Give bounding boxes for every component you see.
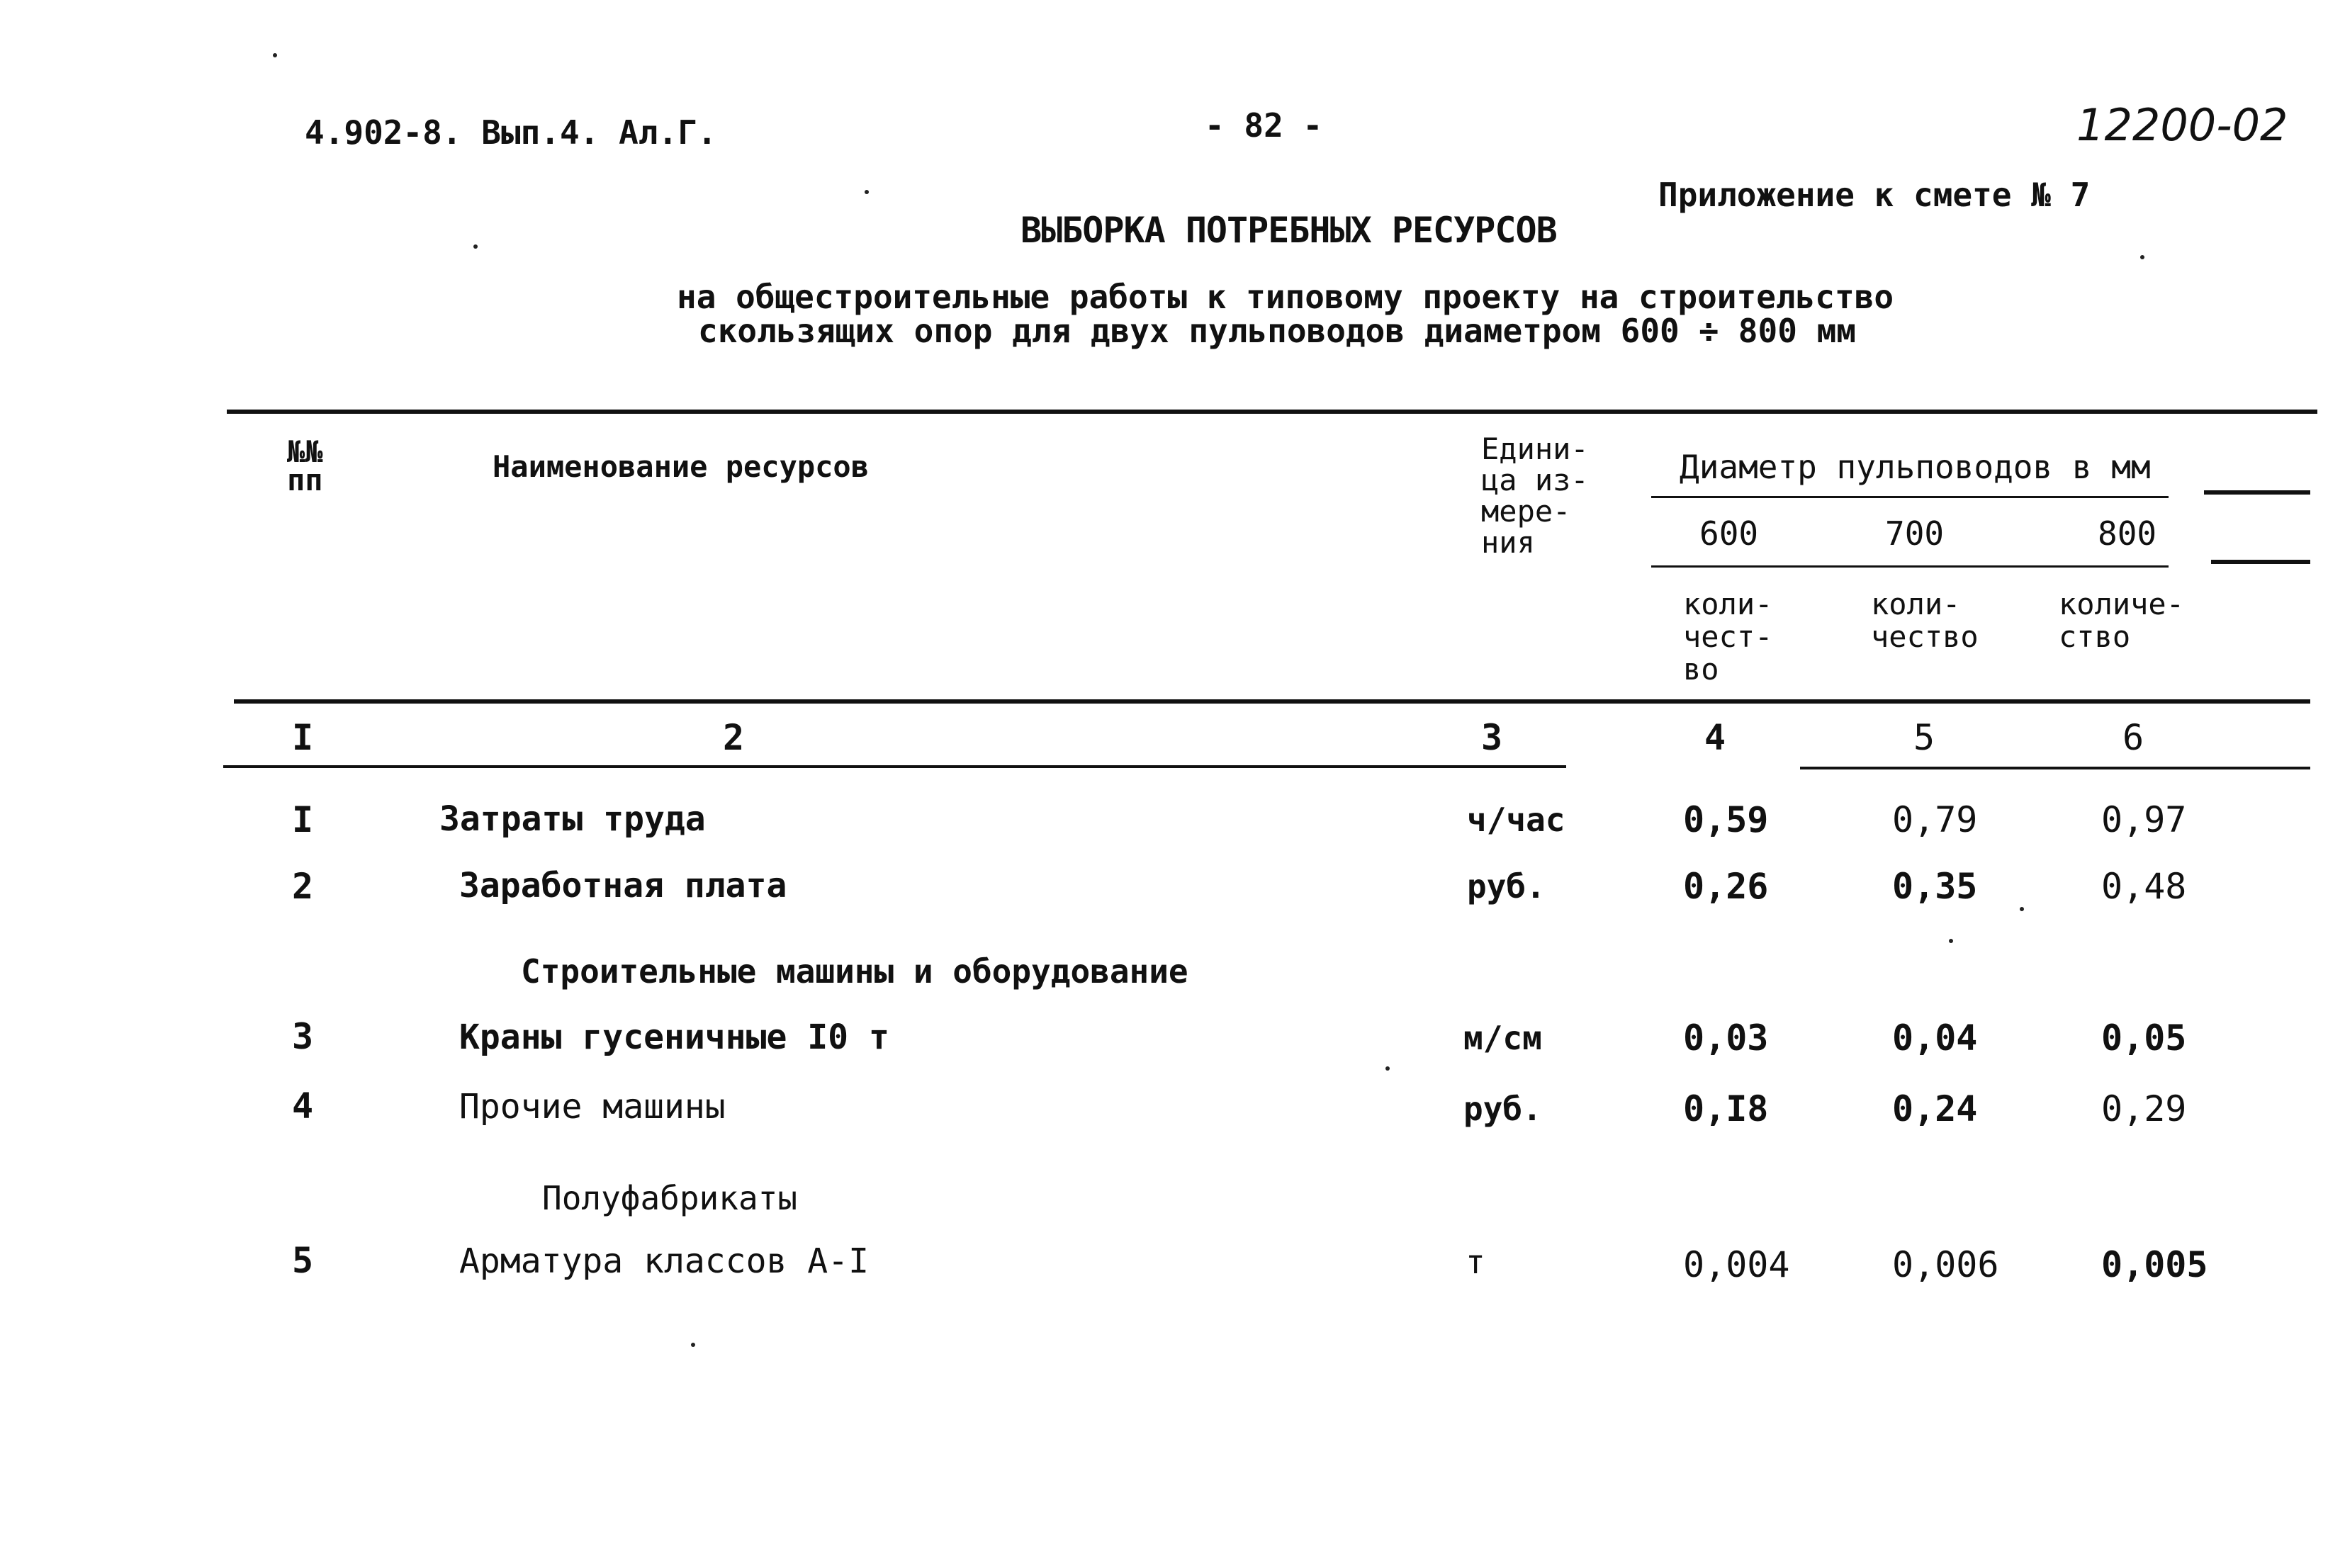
page-title: ВЫБОРКА ПОТРЕБНЫХ РЕСУРСОВ [1020, 210, 1557, 251]
qty-700: 0,04 [1892, 1017, 1978, 1059]
qty-700: 0,006 [1892, 1244, 1999, 1285]
qty-800: 0,005 [2101, 1244, 2208, 1285]
scan-speck [2140, 255, 2144, 259]
qty-600: 0,03 [1683, 1017, 1769, 1059]
col-number-1: I [292, 717, 314, 758]
unit: ч/час [1467, 801, 1565, 839]
qty-600: 0,I8 [1683, 1088, 1769, 1129]
doc-code: 4.902-8. Вып.4. Ал.Г. [305, 113, 717, 152]
qty-600: 0,59 [1683, 799, 1769, 840]
scan-speck [691, 1343, 695, 1347]
section-heading-machines: Строительные машины и оборудование [521, 952, 1188, 991]
unit: руб. [1467, 867, 1546, 906]
qty-800: 0,97 [2101, 799, 2187, 840]
qty-800: 0,48 [2101, 866, 2187, 907]
diameter-600-header: 600 [1699, 514, 1759, 553]
row-number: 2 [292, 866, 314, 907]
qty-700-header: коли- чество [1871, 587, 1979, 654]
col-name-header: Наименование ресурсов [493, 449, 870, 484]
scan-speck [865, 190, 869, 194]
sheet-number: 12200-02 [2076, 99, 2288, 151]
resource-name: Арматура классов А-I [459, 1241, 869, 1281]
qty-700: 0,79 [1892, 799, 1978, 840]
col-number-3: 3 [1481, 717, 1503, 758]
col-number-2: 2 [723, 717, 745, 758]
resource-name: Краны гусеничные I0 т [459, 1017, 889, 1057]
resource-name: Заработная плата [459, 866, 787, 906]
col-number-6: 6 [2122, 717, 2144, 758]
header-bottom-rule [234, 699, 2310, 704]
diameter-800-header: 800 [2098, 514, 2157, 553]
diameter-700-header: 700 [1885, 514, 1945, 553]
diameter-group-rule-tail [2204, 490, 2310, 495]
row-number: 3 [292, 1016, 314, 1057]
diameter-values-rule [1651, 565, 2169, 568]
scan-speck [2020, 907, 2024, 911]
qty-800-header: количе- ство [2059, 587, 2185, 654]
scan-speck [1949, 939, 1953, 943]
subtitle-line-1: на общестроительные работы к типовому проекту на строительство [677, 278, 1894, 316]
unit: м/см [1463, 1019, 1542, 1057]
qty-800: 0,29 [2101, 1088, 2187, 1129]
row-number: I [292, 799, 314, 840]
col-no-header: №№ пп [287, 434, 323, 497]
scan-speck [473, 244, 478, 249]
diameter-group-header: Диаметр пульповодов в мм [1680, 448, 2151, 486]
col-numbers-rule-mid [758, 765, 1566, 768]
scan-speck [1385, 1066, 1390, 1071]
qty-800: 0,05 [2101, 1017, 2187, 1059]
qty-600: 0,26 [1683, 866, 1769, 907]
col-numbers-rule-right [1800, 767, 2310, 769]
subtitle-line-2: скользящих опор для двух пульповодов диаметром 600 ÷ 800 мм [698, 312, 1856, 350]
col-unit-header: Едини- ца из- мере- ния [1481, 432, 1589, 560]
qty-700: 0,35 [1892, 866, 1978, 907]
scan-speck [273, 53, 277, 57]
table-top-rule [227, 410, 2317, 414]
resource-name: Прочие машины [459, 1087, 726, 1127]
col-number-4: 4 [1704, 717, 1726, 758]
qty-700: 0,24 [1892, 1088, 1978, 1129]
unit: руб. [1463, 1090, 1542, 1128]
section-heading-semi-finished: Полуфабрикаты [542, 1179, 798, 1217]
diameter-values-rule-tail [2211, 560, 2310, 564]
row-number: 5 [292, 1240, 314, 1281]
diameter-group-rule [1651, 496, 2169, 498]
col-number-5: 5 [1913, 717, 1935, 758]
page-number: - 82 - [1205, 106, 1323, 145]
row-number: 4 [292, 1085, 314, 1127]
unit: т [1466, 1243, 1485, 1281]
resource-name: Затраты труда [439, 799, 706, 839]
appendix-label: Приложение к смете № 7 [1658, 176, 2091, 214]
qty-600-header: коли- чест- во [1683, 587, 1773, 687]
qty-600: 0,004 [1683, 1244, 1790, 1285]
